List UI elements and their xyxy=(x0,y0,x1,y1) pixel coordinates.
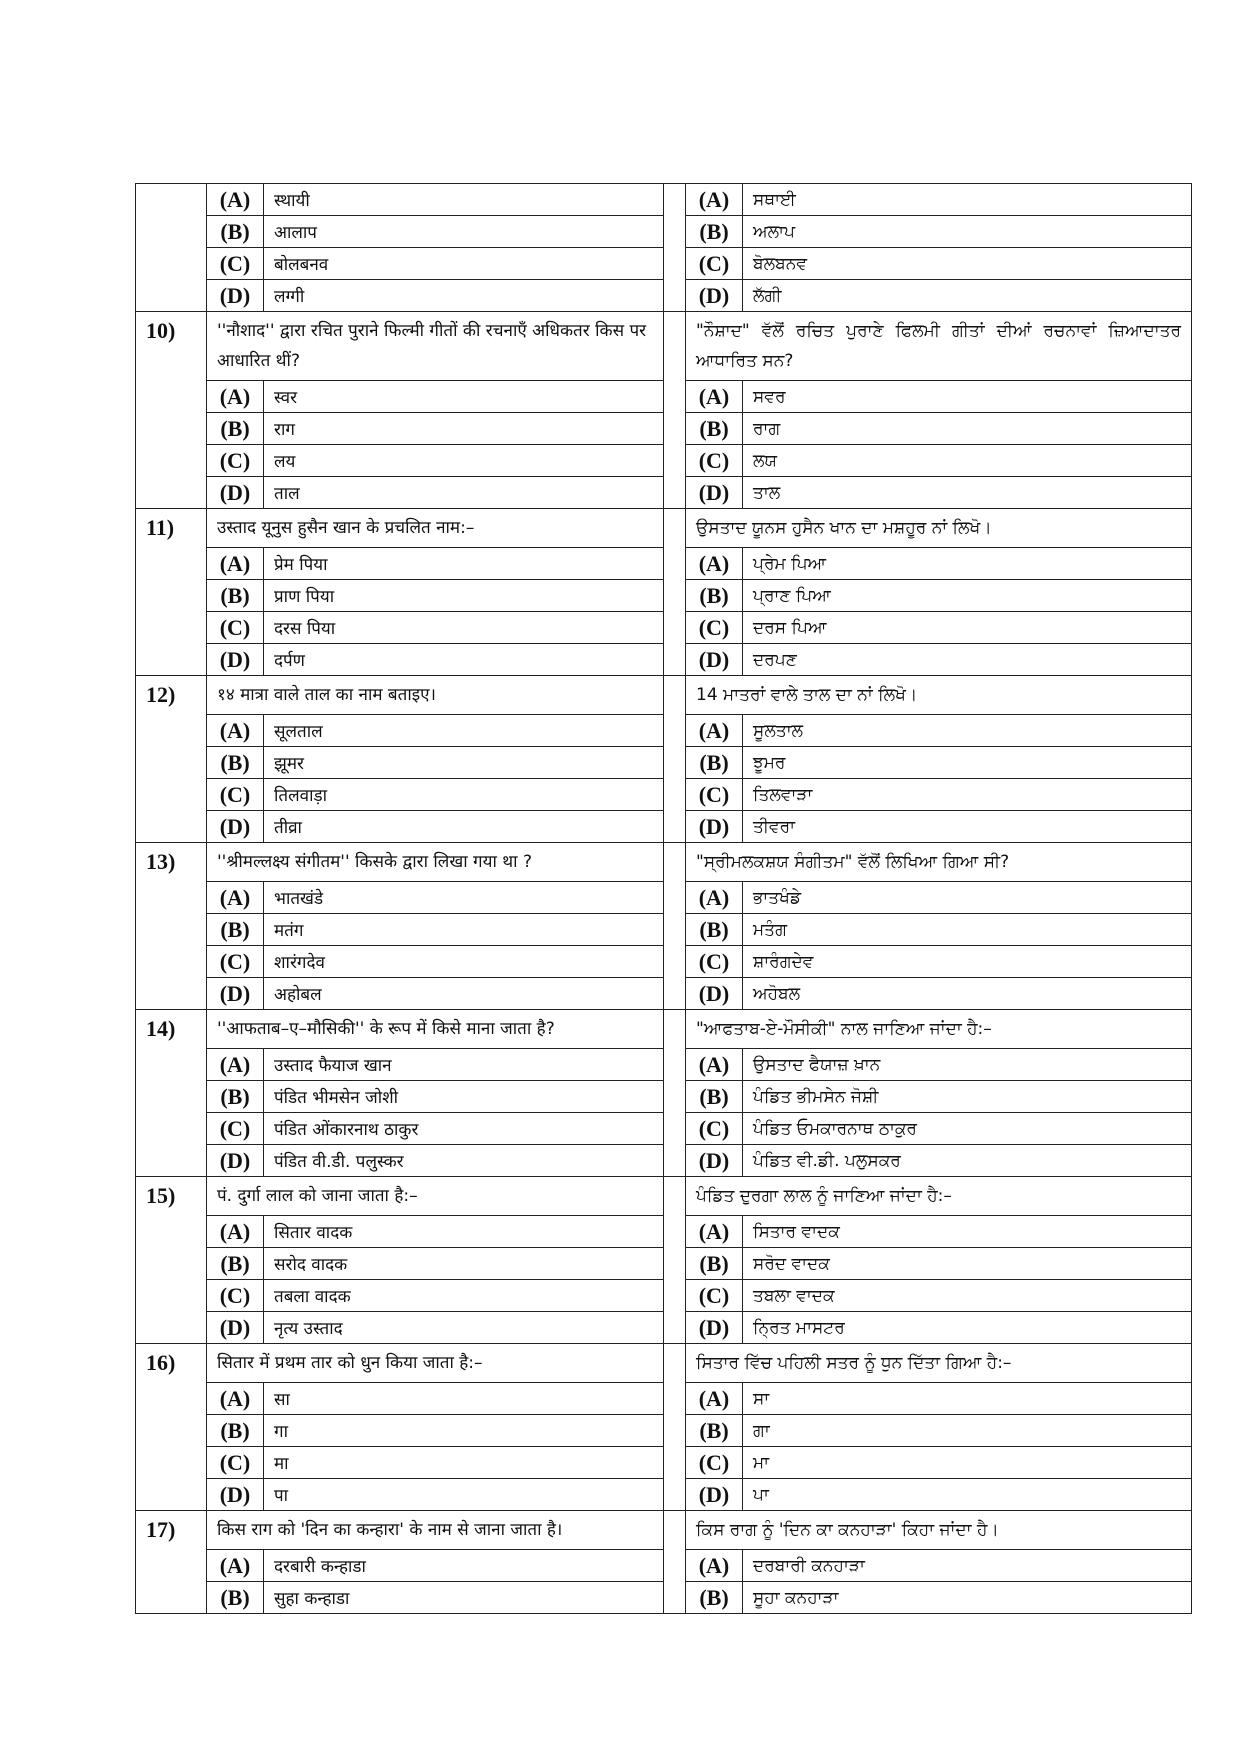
option-label: (B) xyxy=(207,914,264,946)
punjabi-option-text: ਮਤੰਗ xyxy=(743,914,1192,946)
hindi-option-text: प्राण पिया xyxy=(264,580,664,612)
punjabi-option-text: ਦਰਬਾਰੀ ਕਨਹਾੜਾ xyxy=(743,1550,1192,1582)
option-label: (C) xyxy=(207,1447,264,1479)
option-label: (A) xyxy=(686,715,743,747)
option-label: (D) xyxy=(207,1479,264,1511)
hindi-question-text: पं. दुर्गा लाल को जाना जाता है:– xyxy=(207,1177,664,1216)
hindi-question-text: सितार में प्रथम तार को धुन किया जाता है:– xyxy=(207,1344,664,1383)
option-label: (D) xyxy=(207,811,264,843)
hindi-option-text: गा xyxy=(264,1415,664,1447)
punjabi-question-text: 14 ਮਾਤਰਾਂ ਵਾਲੇ ਤਾਲ ਦਾ ਨਾਂ ਲਿਖੋ। xyxy=(686,676,1192,715)
hindi-option-text: दरबारी कन्हाडा xyxy=(264,1550,664,1582)
punjabi-option-text: ਤਾਲ xyxy=(743,477,1192,509)
punjabi-option-text: ਝੂਮਰ xyxy=(743,747,1192,779)
hindi-option-text: बोलबनव xyxy=(264,248,664,280)
punjabi-option-text: ਸਾ xyxy=(743,1383,1192,1415)
option-label: (A) xyxy=(686,1383,743,1415)
option-label: (B) xyxy=(686,914,743,946)
column-separator xyxy=(664,1010,686,1177)
option-label: (C) xyxy=(207,248,264,280)
option-label: (A) xyxy=(686,1216,743,1248)
option-label: (A) xyxy=(207,882,264,914)
hindi-option-text: स्वर xyxy=(264,381,664,413)
hindi-option-text: सूलताल xyxy=(264,715,664,747)
hindi-option-text: लग्गी xyxy=(264,280,664,312)
hindi-option-text: शारंगदेव xyxy=(264,946,664,978)
punjabi-option-text: ਮਾ xyxy=(743,1447,1192,1479)
option-label: (A) xyxy=(207,1383,264,1415)
option-label: (A) xyxy=(686,1550,743,1582)
punjabi-option-text: ਲੱਗੀ xyxy=(743,280,1192,312)
option-label: (B) xyxy=(686,216,743,248)
column-separator xyxy=(664,184,686,312)
option-label: (D) xyxy=(686,811,743,843)
option-label: (D) xyxy=(207,477,264,509)
hindi-option-text: तीव्रा xyxy=(264,811,664,843)
option-label: (A) xyxy=(207,548,264,580)
option-label: (B) xyxy=(207,580,264,612)
option-label: (C) xyxy=(686,1280,743,1312)
punjabi-option-text: ਨ੍ਰਿਤ ਮਾਸਟਰ xyxy=(743,1312,1192,1344)
punjabi-option-text: ਤਬਲਾ ਵਾਦਕ xyxy=(743,1280,1192,1312)
hindi-question-text: किस राग को 'दिन का कन्हारा' के नाम से जाना जाता है। xyxy=(207,1511,664,1550)
option-label: (A) xyxy=(686,548,743,580)
option-label: (D) xyxy=(686,1312,743,1344)
option-label: (C) xyxy=(207,946,264,978)
punjabi-question-text: "ਸ੍ਰੀਮਲਕਸ਼ਯ ਸੰਗੀਤਮ" ਵੱਲੋਂ ਲਿਖਿਆ ਗਿਆ ਸੀ? xyxy=(686,843,1192,882)
option-label: (B) xyxy=(686,580,743,612)
punjabi-option-text: ਭਾਤਖੰਡੇ xyxy=(743,882,1192,914)
punjabi-option-text: ਸੂਲਤਾਲ xyxy=(743,715,1192,747)
option-label: (A) xyxy=(207,1550,264,1582)
option-label: (A) xyxy=(686,184,743,216)
option-label: (B) xyxy=(686,747,743,779)
punjabi-option-text: ਸਿਤਾਰ ਵਾਦਕ xyxy=(743,1216,1192,1248)
hindi-option-text: पंडित भीमसेन जोशी xyxy=(264,1081,664,1113)
option-label: (C) xyxy=(207,1113,264,1145)
option-label: (A) xyxy=(207,1216,264,1248)
punjabi-option-text: ਪਾ xyxy=(743,1479,1192,1511)
option-label: (C) xyxy=(686,946,743,978)
option-label: (C) xyxy=(686,779,743,811)
punjabi-question-text: "ਨੌਸ਼ਾਦ" ਵੱਲੋਂ ਰਚਿਤ ਪੁਰਾਣੇ ਫਿਲਮੀ ਗੀਤਾਂ ਦੀਆਂ ਰਚਨਾਵਾਂ ਜ਼ਿਆਦਾਤਰ ਆਧਾਰਿਤ ਸਨ? xyxy=(686,312,1192,381)
option-label: (A) xyxy=(207,715,264,747)
option-label: (D) xyxy=(686,1479,743,1511)
option-label: (D) xyxy=(207,644,264,676)
hindi-question-text: उस्ताद यूनुस हुसैन खान के प्रचलित नाम:– xyxy=(207,509,664,548)
question-row xyxy=(136,1511,1192,1550)
hindi-question-text: १४ मात्रा वाले ताल का नाम बताइए। xyxy=(207,676,664,715)
punjabi-option-text: ਤਿਲਵਾੜਾ xyxy=(743,779,1192,811)
question-number: 11) xyxy=(136,509,207,676)
punjabi-option-text: ਸਵਰ xyxy=(743,381,1192,413)
hindi-option-text: तबला वादक xyxy=(264,1280,664,1312)
punjabi-option-text: ਦਰਸ ਪਿਆ xyxy=(743,612,1192,644)
hindi-option-text: लय xyxy=(264,445,664,477)
hindi-option-text: दरस पिया xyxy=(264,612,664,644)
punjabi-option-text: ਲਯ xyxy=(743,445,1192,477)
option-label: (C) xyxy=(686,612,743,644)
hindi-option-text: पंडित वी.डी. पलुस्कर xyxy=(264,1145,664,1177)
option-label: (C) xyxy=(207,445,264,477)
option-label: (A) xyxy=(207,1049,264,1081)
hindi-option-text: ताल xyxy=(264,477,664,509)
hindi-question-text: ''नौशाद'' द्वारा रचित पुराने फिल्मी गीतों की रचनाएँ अधिकतर किस पर आधारित थीं? xyxy=(207,312,664,381)
question-number xyxy=(136,184,207,312)
hindi-option-text: राग xyxy=(264,413,664,445)
option-label: (B) xyxy=(686,1248,743,1280)
hindi-option-text: दर्पण xyxy=(264,644,664,676)
column-separator xyxy=(664,843,686,1010)
punjabi-option-text: ਸਥਾਈ xyxy=(743,184,1192,216)
column-separator xyxy=(664,1177,686,1344)
option-label: (C) xyxy=(207,1280,264,1312)
column-separator xyxy=(664,312,686,509)
option-label: (D) xyxy=(207,280,264,312)
punjabi-option-text: ਪੰਡਿਤ ਭੀਮਸੇਨ ਜੋਸ਼ੀ xyxy=(743,1081,1192,1113)
option-label: (D) xyxy=(207,1145,264,1177)
option-label: (B) xyxy=(686,1415,743,1447)
option-label: (C) xyxy=(686,1113,743,1145)
option-label: (D) xyxy=(207,978,264,1010)
hindi-option-text: उस्ताद फैयाज खान xyxy=(264,1049,664,1081)
hindi-option-text: अहोबल xyxy=(264,978,664,1010)
option-label: (B) xyxy=(686,1081,743,1113)
column-separator xyxy=(664,1511,686,1614)
column-separator xyxy=(664,509,686,676)
punjabi-option-text: ਪ੍ਰਾਣ ਪਿਆ xyxy=(743,580,1192,612)
question-table xyxy=(135,183,1192,1614)
punjabi-question-text: ਕਿਸ ਰਾਗ ਨੂੰ 'ਦਿਨ ਕਾ ਕਨਹਾੜਾ' ਕਿਹਾ ਜਾਂਦਾ ਹੈ। xyxy=(686,1511,1192,1550)
hindi-option-text: झूमर xyxy=(264,747,664,779)
hindi-option-text: पंडित ओंकारनाथ ठाकुर xyxy=(264,1113,664,1145)
hindi-option-text: प्रेम पिया xyxy=(264,548,664,580)
option-label: (D) xyxy=(207,1312,264,1344)
punjabi-option-text: ਉਸਤਾਦ ਫੈਯਾਜ਼ ਖ਼ਾਨ xyxy=(743,1049,1192,1081)
option-label: (D) xyxy=(686,280,743,312)
column-separator xyxy=(664,1344,686,1511)
column-separator xyxy=(664,676,686,843)
option-label: (C) xyxy=(686,445,743,477)
question-number: 16) xyxy=(136,1344,207,1511)
question-number: 14) xyxy=(136,1010,207,1177)
hindi-option-text: मतंग xyxy=(264,914,664,946)
question-number: 12) xyxy=(136,676,207,843)
option-label: (B) xyxy=(207,413,264,445)
option-label: (B) xyxy=(686,1582,743,1614)
punjabi-option-text: ਤੀਵਰਾ xyxy=(743,811,1192,843)
option-label: (B) xyxy=(207,1415,264,1447)
hindi-question-text: ''आफताब–ए–मौसिकी'' के रूप में किसे माना जाता है? xyxy=(207,1010,664,1049)
option-label: (C) xyxy=(686,248,743,280)
question-number: 10) xyxy=(136,312,207,509)
punjabi-option-text: ਦਰਪਣ xyxy=(743,644,1192,676)
punjabi-option-text: ਅਹੋਬਲ xyxy=(743,978,1192,1010)
question-row xyxy=(136,312,1192,381)
question-number: 15) xyxy=(136,1177,207,1344)
hindi-option-text: नृत्य उस्ताद xyxy=(264,1312,664,1344)
option-label: (D) xyxy=(686,1145,743,1177)
hindi-option-text: स्थायी xyxy=(264,184,664,216)
punjabi-option-text: ਅਲਾਪ xyxy=(743,216,1192,248)
question-number: 13) xyxy=(136,843,207,1010)
question-row xyxy=(136,843,1192,882)
hindi-option-text: सितार वादक xyxy=(264,1216,664,1248)
hindi-option-text: मा xyxy=(264,1447,664,1479)
option-label: (D) xyxy=(686,644,743,676)
option-label: (C) xyxy=(207,612,264,644)
hindi-option-text: तिलवाड़ा xyxy=(264,779,664,811)
option-label: (C) xyxy=(686,1447,743,1479)
option-label: (B) xyxy=(207,216,264,248)
question-row xyxy=(136,1177,1192,1216)
option-label: (D) xyxy=(686,477,743,509)
punjabi-option-text: ਬੋਲਬਨਵ xyxy=(743,248,1192,280)
option-label: (B) xyxy=(686,413,743,445)
question-row xyxy=(136,1010,1192,1049)
punjabi-question-text: ਪੰਡਿਤ ਦੁਰਗਾ ਲਾਲ ਨੂੰ ਜਾਣਿਆ ਜਾਂਦਾ ਹੈ:– xyxy=(686,1177,1192,1216)
option-label: (C) xyxy=(207,779,264,811)
option-label: (A) xyxy=(686,1049,743,1081)
option-label: (B) xyxy=(207,1248,264,1280)
punjabi-option-text: ਸੂਹਾ ਕਨਹਾੜਾ xyxy=(743,1582,1192,1614)
question-row xyxy=(136,1344,1192,1383)
hindi-option-text: सुहा कन्हाडा xyxy=(264,1582,664,1614)
option-label: (A) xyxy=(686,381,743,413)
option-label: (A) xyxy=(207,184,264,216)
option-row xyxy=(136,184,1192,216)
punjabi-option-text: ਰਾਗ xyxy=(743,413,1192,445)
question-row xyxy=(136,676,1192,715)
hindi-option-text: भातखंडे xyxy=(264,882,664,914)
punjabi-question-text: ਉਸਤਾਦ ਯੂਨਸ ਹੁਸੈਨ ਖਾਨ ਦਾ ਮਸ਼ਹੂਰ ਨਾਂ ਲਿਖੋ। xyxy=(686,509,1192,548)
option-label: (B) xyxy=(207,1582,264,1614)
punjabi-option-text: ਪੰਡਿਤ ਵੀ.ਡੀ. ਪਲੁਸਕਰ xyxy=(743,1145,1192,1177)
punjabi-question-text: "ਆਫਤਾਬ-ਏ-ਮੌਸੀਕੀ" ਨਾਲ ਜਾਣਿਆ ਜਾਂਦਾ ਹੈ:– xyxy=(686,1010,1192,1049)
hindi-option-text: सरोद वादक xyxy=(264,1248,664,1280)
question-row xyxy=(136,509,1192,548)
punjabi-option-text: ਸ਼ਾਰੰਗਦੇਵ xyxy=(743,946,1192,978)
punjabi-option-text: ਸਰੋਦ ਵਾਦਕ xyxy=(743,1248,1192,1280)
question-sheet xyxy=(135,183,1191,1614)
hindi-option-text: आलाप xyxy=(264,216,664,248)
option-label: (A) xyxy=(686,882,743,914)
option-label: (A) xyxy=(207,381,264,413)
punjabi-question-text: ਸਿਤਾਰ ਵਿੱਚ ਪਹਿਲੀ ਸਤਰ ਨੂੰ ਧੁਨ ਦਿੱਤਾ ਗਿਆ ਹੈ:– xyxy=(686,1344,1192,1383)
question-number: 17) xyxy=(136,1511,207,1614)
punjabi-option-text: ਗਾ xyxy=(743,1415,1192,1447)
option-label: (B) xyxy=(207,1081,264,1113)
option-label: (B) xyxy=(207,747,264,779)
hindi-option-text: सा xyxy=(264,1383,664,1415)
hindi-question-text: ''श्रीमल्लक्ष्य संगीतम'' किसके द्वारा लिखा गया था ? xyxy=(207,843,664,882)
hindi-option-text: पा xyxy=(264,1479,664,1511)
punjabi-option-text: ਪੰਡਿਤ ਓਮਕਾਰਨਾਥ ਠਾਕੁਰ xyxy=(743,1113,1192,1145)
punjabi-option-text: ਪ੍ਰੇਮ ਪਿਆ xyxy=(743,548,1192,580)
option-label: (D) xyxy=(686,978,743,1010)
